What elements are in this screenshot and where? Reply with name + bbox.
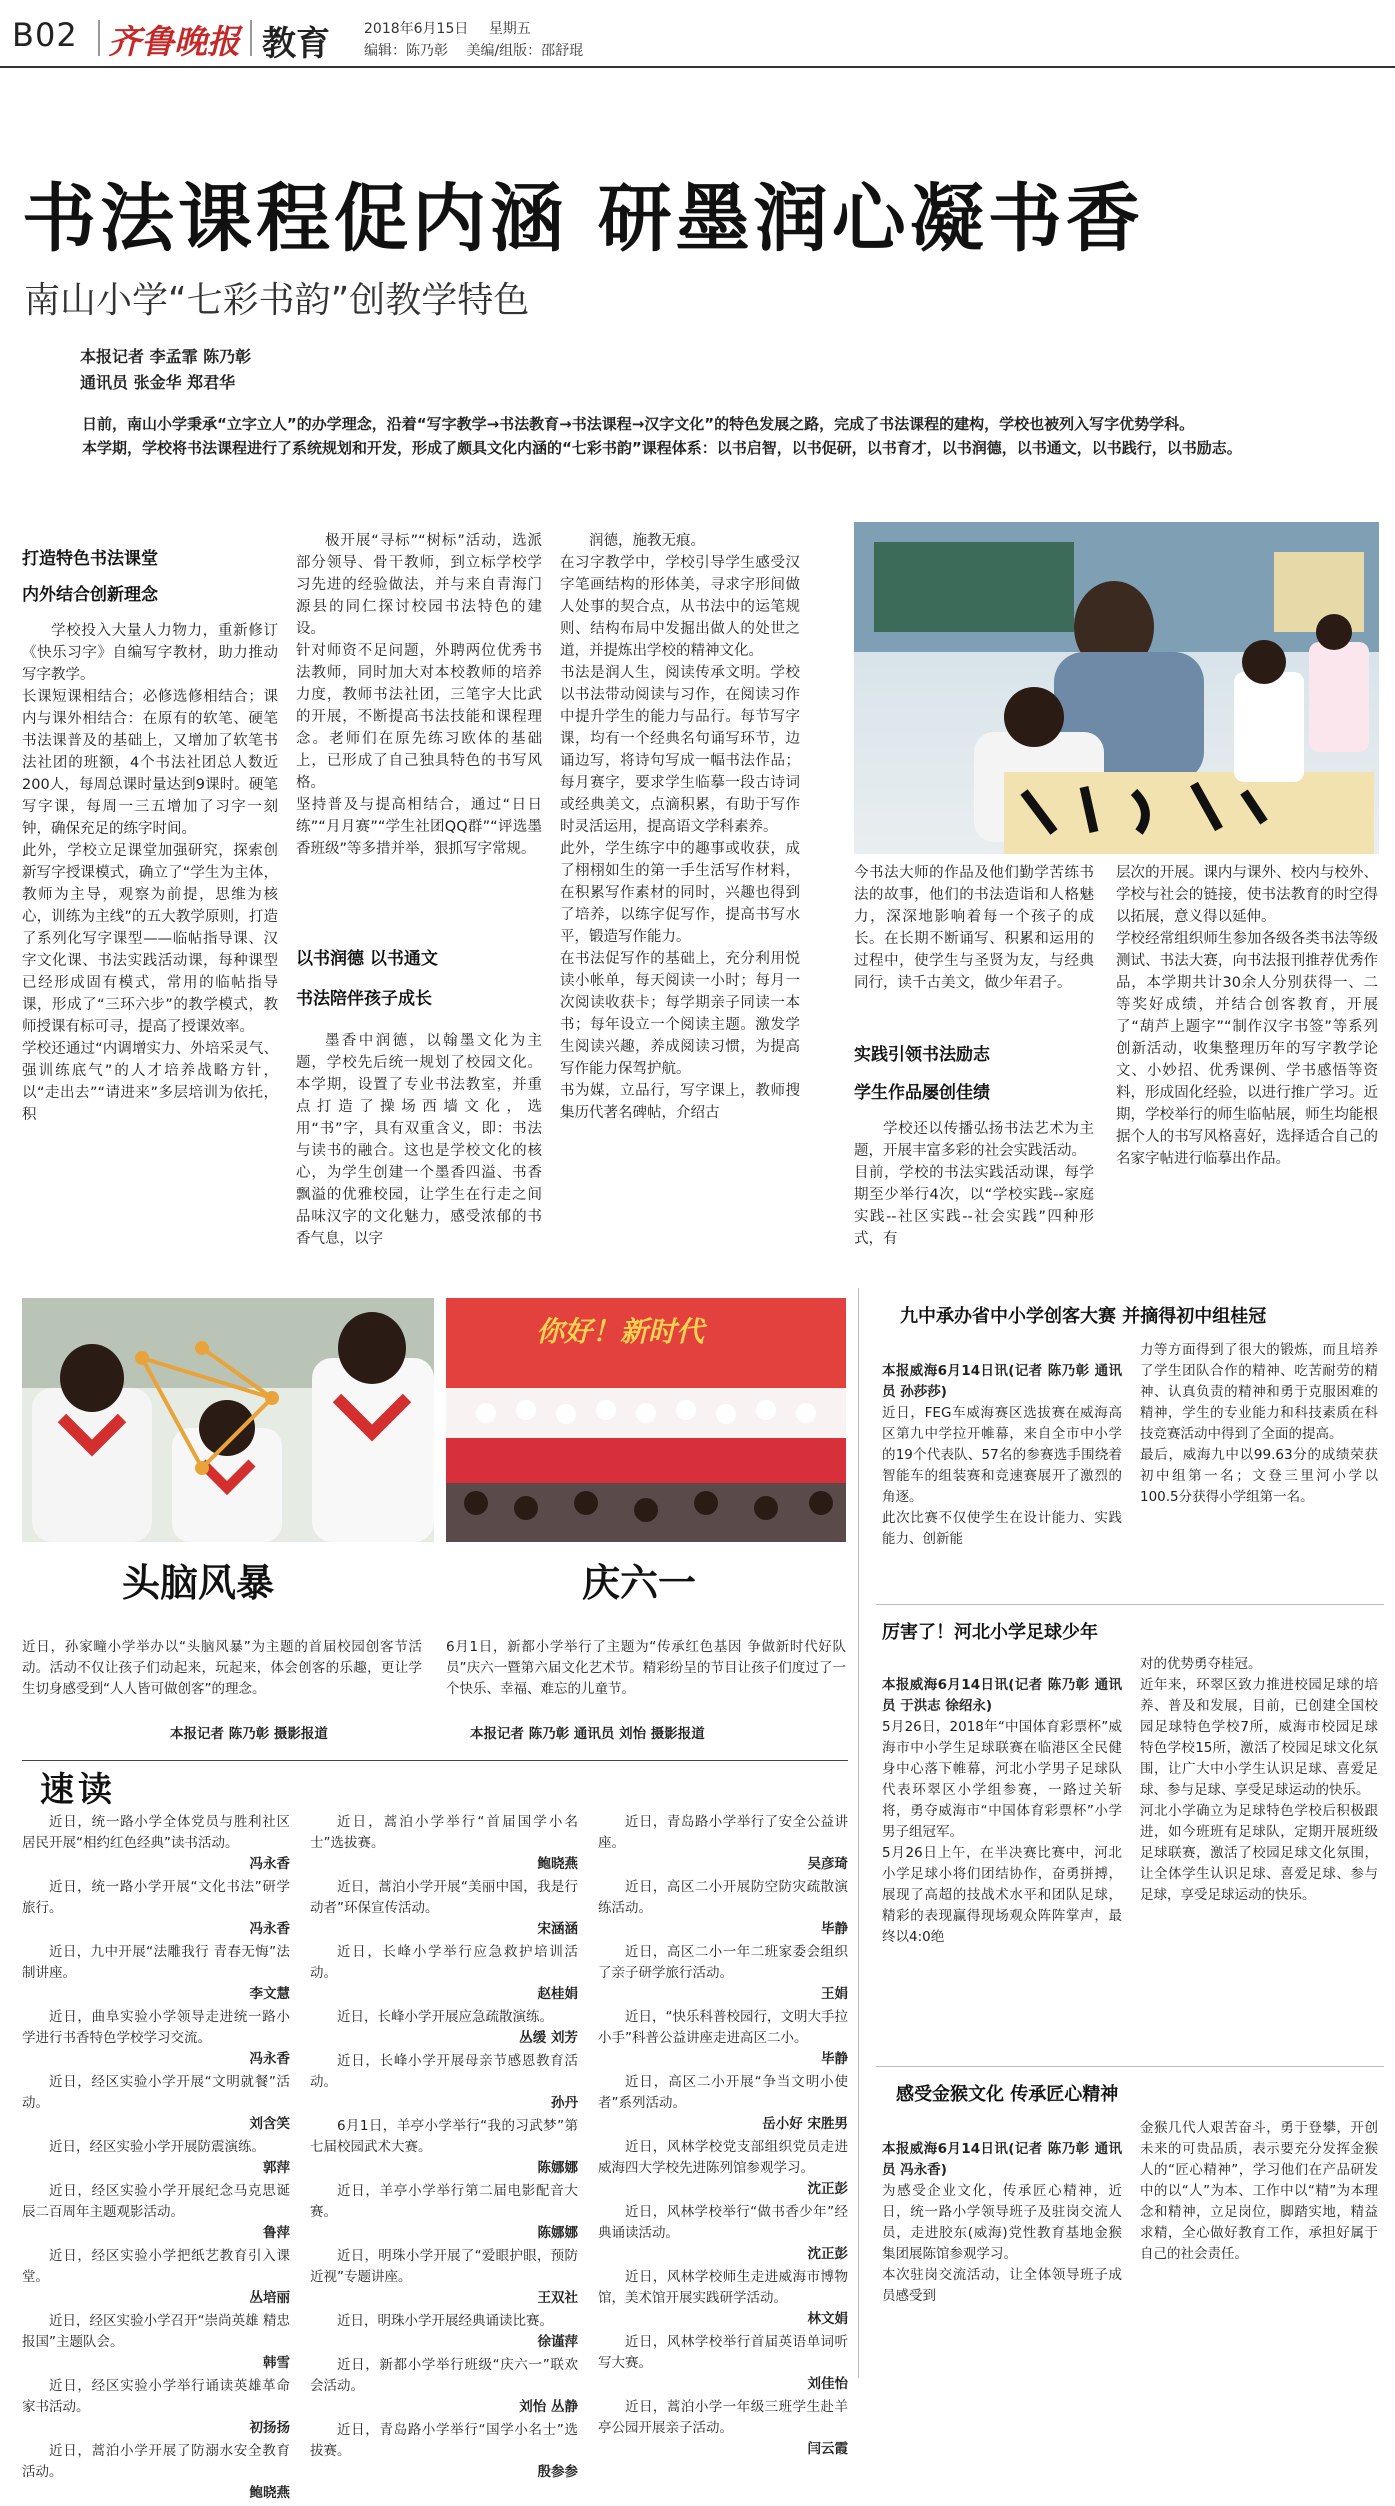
quick-read-item xyxy=(22,2181,290,2244)
children-day-body: 6月1日，新都小学举行了主题为“传承红色基因 争做新时代好队员”庆六一暨第六届文化艺术节。精彩纷呈的节目让孩子们度过了一个快乐、幸福、难忘的儿童节。 xyxy=(446,1639,846,1697)
quick-read-item-text: 近日，风林学校举行“做书香少年”经典诵读活动。 xyxy=(598,2204,848,2241)
designer-text: 美编/组版：邵舒琨 xyxy=(466,43,584,59)
quick-read-item-text: 近日，蒿泊小学开展了防溺水安全教育活动。 xyxy=(22,2443,290,2480)
quick-read-item xyxy=(598,2397,848,2460)
quick-read-item-text: 近日，蒿泊小学开展“美丽中国，我是行动者”环保宣传活动。 xyxy=(310,1879,578,1916)
article-column-3: 润德，施教无痕。 在习字教学中，学校引导学生感受汉字笔画结构的形体美，寻求字形间做人处事的契合点，从书法中的运笔规则、结构布局中发掘出做人的处世之道，并提炼出学校的精神文化。 书法是润人生，阅读传承文明。学校以书法带动阅读与习作，在阅读习作中提升学生的能力与品行。每节写字课，均有一个经典名句诵写环节，边诵边写，将诗句写成一幅书法作品；每月赛字，要求学生临摹一段古诗词或经典美文，点滴积累，有助于写作时灵活运用，提高语文学科素养。 此外，学生练字中的趣事或收获，成了栩栩如生的第一手生活写作材料，在积累写作素材的同时，兴趣也得到了培养，以练字促写作，提高书写水平，锻造写作能力。 在书法促写作的基础上，充分利用悦读小帐单，每天阅读一小时；每月一次阅读收获卡；每学期亲子同读一本书；每年设立一个阅读主题。激发学生阅读兴趣，养成阅读习惯，为提高写作能力保驾护航。 书为媒，立品行，写字课上，教师搜集历代著名碑帖，介绍古 xyxy=(560,533,800,1121)
quick-read-item xyxy=(598,2007,848,2070)
quick-read-item-author: 鲁萍 xyxy=(263,2225,290,2241)
quick-read-item-text: 近日，羊亭小学举行第二届电影配音大赛。 xyxy=(310,2183,578,2220)
article-column-2: 极开展“寻标”“树标”活动，选派部分领导、骨干教师，到立标学校学习先进的经验做法，并与来自青海门源县的同仁探讨校园书法特色的建设。 针对师资不足问题，外聘两位优秀书法教师，同时加大对本校教师的培养力度，教师书法社团，三笔字大比武的开展，不断提高书法技能和课程理念。老师们在原先练习欧体的基础上，已形成了自己独具特色的书写风格。 坚持普及与提高相结合，通过“日日练”“月月赛”“学生社团QQ群”“评选墨香班级”等多措并举，狠抓写字常规。 xyxy=(296,533,542,857)
headline: 书法课程促内涵 研墨润心凝书香 xyxy=(22,176,1144,262)
byline-correspondents: 通讯员 张金华 郑君华 xyxy=(80,373,236,392)
quick-read-item-text: 近日，长峰小学开展母亲节感恩教育活动。 xyxy=(310,2053,578,2090)
craft-column-2: 金猴几代人艰苦奋斗，勇于登攀，开创未来的可贵品质，表示要充分发挥金猴人的“匠心精神”，学习他们在产品研发中的以“人”为本、工作中以“精”为本理念和精神，立足岗位，脚踏实地，精益求精，全心做好教育工作，承担好属于自己的社会责任。 xyxy=(1140,2120,1378,2262)
quick-read-item-text: 近日，蒿泊小学举行“首届国学小名士”选拔赛。 xyxy=(310,1814,578,1851)
quick-read-item xyxy=(310,1877,578,1940)
quick-read-item xyxy=(310,1812,578,1875)
quick-read-item-author: 吴彦琦 xyxy=(807,1856,848,1872)
brainstorm-body: 近日，孙家疃小学举办以“头脑风暴”为主题的首届校园创客节活动。活动不仅让孩子们动起来，玩起来，体会创客的乐趣，更让学生切身感受到“人人皆可做创客”的理念。 xyxy=(22,1639,422,1697)
date-text: 2018年6月15日 xyxy=(364,21,469,37)
quick-read-item xyxy=(310,2051,578,2114)
makers-dateline: 本报威海6月14日讯(记者 陈乃彰 通讯员 孙莎莎) xyxy=(882,1363,1122,1400)
children-day-photo xyxy=(446,1298,846,1542)
quick-read-item-author: 鲍晓燕 xyxy=(249,2485,290,2501)
calligraphy-class-photo xyxy=(854,522,1379,854)
craft-body-1: 为感受企业文化，传承匠心精神，近日，统一路小学领导班子及驻岗交流人员，走进胶东(威海)党性教育基地金猴集团展陈馆参观学习。 本次驻岗交流活动，让全体领导班子成员感受到 xyxy=(882,2183,1122,2304)
subheadline: 南山小学“七彩书韵”创教学特色 xyxy=(24,280,530,321)
quick-read-item xyxy=(310,2007,578,2049)
quick-read-item-text: 近日，统一路小学全体党员与胜利社区居民开展“相约红色经典”读书活动。 xyxy=(22,1814,290,1851)
football-dateline: 本报威海6月14日讯(记者 陈乃彰 通讯员 于洪志 徐绍永) xyxy=(882,1677,1122,1714)
children-day-caption: 庆六一 xyxy=(582,1561,697,1605)
subhead-3-line1: 实践引领书法励志 xyxy=(854,1045,990,1065)
quick-read-item-text: 近日，青岛路小学举行“国学小名士”选拔赛。 xyxy=(310,2422,578,2459)
brainstorm-text xyxy=(22,1616,422,1700)
byline-reporters: 本报记者 李孟霏 陈乃彰 xyxy=(80,347,252,366)
quick-read-item-author: 刘怡 丛静 xyxy=(519,2399,578,2415)
quick-read-item xyxy=(310,2311,578,2353)
quick-read-item xyxy=(598,2332,848,2395)
children-day-byline: 本报记者 陈乃彰 通讯员 刘怡 摄影报道 xyxy=(470,1726,705,1742)
quick-read-item-author: 毕静 xyxy=(821,1921,848,1937)
quick-read-item-author: 鲍晓燕 xyxy=(537,1856,578,1872)
quick-read-item-text: 近日，经区实验小学把纸艺教育引入课堂。 xyxy=(22,2248,290,2285)
quick-read-item xyxy=(598,1812,848,1875)
lead-intro xyxy=(52,412,1334,460)
subhead-1 xyxy=(22,546,278,608)
quick-read-item xyxy=(22,2376,290,2439)
quick-read-item-text: 近日，经区实验小学召开“崇尚英雄 精忠报国”主题队会。 xyxy=(22,2313,290,2350)
quick-read-item-text: 近日，蒿泊小学一年级三班学生赴羊亭公园开展亲子活动。 xyxy=(598,2399,848,2436)
quick-read-item xyxy=(22,2246,290,2309)
subhead-1-line2: 内外结合创新理念 xyxy=(22,585,158,605)
quick-read-item xyxy=(22,1942,290,2005)
quick-read-item-author: 殷参参 xyxy=(537,2464,578,2480)
quick-read-item-text: 近日，经区实验小学开展防震演练。 xyxy=(49,2139,265,2155)
quick-read-item-text: 近日，长峰小学开展应急疏散演练。 xyxy=(337,2009,553,2025)
football-column-2: 对的优势勇夺桂冠。 近年来，环翠区致力推进校园足球的培养、普及和发展，目前，已创建全国校园足球特色学校7所，威海市校园足球特色学校15所，激活了校园足球文化氛围，让广大中小学生认识足球、喜爱足球、参与足球、享受足球运动的快乐。 河北小学确立为足球特色学校后积极跟进，如今班班有足球队，定期开展班级足球联赛，激活了校园足球文化氛围，让全体学生认识足球、喜爱足球、参与足球，享受足球运动的快乐。 xyxy=(1140,1656,1378,1903)
divider xyxy=(250,20,252,56)
quick-read-item-text: 近日，青岛路小学举行了安全公益讲座。 xyxy=(598,1814,848,1851)
quick-read-item-text: 近日，经区实验小学开展纪念马克思诞辰二百周年主题观影活动。 xyxy=(22,2183,290,2220)
quick-read-item xyxy=(22,1812,290,1875)
subhead-2-line1: 以书润德 以书通文 xyxy=(296,949,438,969)
quick-read-item-text: 近日，明珠小学开展经典诵读比赛。 xyxy=(337,2313,553,2329)
craft-column-1 xyxy=(882,2118,1122,2307)
quick-read-item-author: 刘含笑 xyxy=(249,2116,290,2132)
article-column-4b: 学校还以传播弘扬书法艺术为主题，开展丰富多彩的社会实践活动。 目前，学校的书法实践活动课，每学期至少举行4次，以“学校实践--家庭实践--社区实践--社会实践”四种形式，有 xyxy=(854,1121,1094,1247)
calligraphy-photo-art xyxy=(854,522,1379,854)
brainstorm-caption: 头脑风暴 xyxy=(122,1561,275,1605)
subhead-3 xyxy=(854,1042,1094,1106)
article-column-1: 学校投入大量人力物力，重新修订《快乐习字》自编写字教材，助力推动写字教学。 长课短课相结合；必修选修相结合；课内与课外相结合：在原有的软笔、硬笔书法课普及的基础上，又增加了软笔书法社团的班额，4个书法社团总人数近200人，每周总课时量达到9课时。硬笔写字课，每周一三五增加了习字一刻钟，确保充足的练字时间。 此外，学校立足课堂加强研究，探索创新写字授课模式，确立了“学生为主体，教师为主导，观察为前提，思维为核心，训练为主线”的五大教学原则，打造了系列化写字课型——临帖指导课、汉字文化课、书法实践活动课，每种课型已经形成固有模式，常用的临帖指导课，形成了“三环六步”的教学模式，教师授课有标可寻，提高了授课效率。 学校还通过“内调增实力、外培采灵气、强训练底气”的人才培养战略方针，以“走出去”“请进来”多层培训为依托，积 xyxy=(22,623,278,1123)
children-day-banner: 你好！新时代 xyxy=(536,1315,705,1348)
quick-read-column-3 xyxy=(598,1812,848,2462)
quick-read-item xyxy=(598,2137,848,2200)
quick-read-item-author: 冯永香 xyxy=(249,2051,290,2067)
quick-read-item-text: 近日，高区二小一年二班家委会组织了亲子研学旅行活动。 xyxy=(598,1944,848,1981)
quick-read-title-bar xyxy=(22,1760,848,1761)
quick-read-item-text: 近日，新都小学举行班级“庆六一”联欢会活动。 xyxy=(310,2357,578,2394)
quick-read-item-text: 近日，统一路小学开展“文化书法”研学旅行。 xyxy=(22,1879,290,1916)
quick-read-item xyxy=(310,2181,578,2244)
quick-read-item-author: 初扬扬 xyxy=(249,2420,290,2436)
quick-read-item xyxy=(310,2246,578,2309)
quick-read-item-text: 近日，明珠小学开展了“爱眼护眼，预防近视”专题讲座。 xyxy=(310,2248,578,2285)
subhead-2 xyxy=(296,946,542,1012)
quick-read-item-author: 郭萍 xyxy=(263,2160,290,2176)
quick-read-item-author: 沈正彭 xyxy=(807,2246,848,2262)
quick-read-item-author: 林文娟 xyxy=(807,2311,848,2327)
quick-read-column-2 xyxy=(310,1812,578,2485)
article-column-5: 层次的开展。课内与课外、校内与校外、学校与社会的链接，使书法教育的时空得以拓展，意义得以延伸。 学校经常组织师生参加各级各类书法等级测试、书法大赛，向书法报刊推荐优秀作品，本学期共计30余人分别获得一、二等奖好成绩，并结合创客教育，开展了“葫芦上题字”“制作汉字书签”等系列创新活动，收集整理历年的写字教学论文、小妙招、优秀课例、学书感悟等资料，形成固化经验，以进行推广学习。近期，学校举行的师生临帖展，师生均能根据个人的书写风格喜好，选择适合自己的名家字帖进行临摹出作品。 xyxy=(1116,865,1378,1167)
rule xyxy=(876,1604,1384,1605)
quick-read-column-1 xyxy=(22,1812,290,2506)
quick-read-item xyxy=(598,2267,848,2330)
quick-read-item-text: 近日，经区实验小学开展“文明就餐”活动。 xyxy=(22,2074,290,2111)
quick-read-item-author: 岳小好 宋胜男 xyxy=(762,2116,848,2132)
quick-read-item-author: 陈娜娜 xyxy=(537,2160,578,2176)
rule xyxy=(876,2066,1384,2067)
makers-body-1: 近日，FEG车威海赛区选拔赛在威海高区第九中学拉开帷幕，来自全市中小学的19个代表队、57名的参赛选手围绕着智能车的组装赛和竞速赛展开了激烈的角逐。 此次比赛不仅使学生在设计能力、实践能力、创新能 xyxy=(882,1405,1122,1547)
quick-read-item-author: 赵桂娟 xyxy=(537,1986,578,2002)
subhead-1-line1: 打造特色书法课堂 xyxy=(22,549,158,569)
byline xyxy=(80,344,251,396)
quick-read-item xyxy=(22,2072,290,2135)
section-label: 教育 xyxy=(262,24,330,64)
quick-read-section xyxy=(22,1812,848,2501)
quick-read-item xyxy=(598,1942,848,2005)
quick-read-item-text: 近日，九中开展“法雕我行 青春无悔”法制讲座。 xyxy=(22,1944,290,1981)
quick-read-item-author: 李文慧 xyxy=(249,1986,290,2002)
quick-read-item-text: 近日，曲阜实验小学领导走进统一路小学进行书香特色学校学习交流。 xyxy=(22,2009,290,2046)
quick-read-item-author: 毕静 xyxy=(821,2051,848,2067)
quick-read-item xyxy=(598,2202,848,2265)
intro-paragraph-2: 本学期，学校将书法课程进行了系统规划和开发，形成了颇具文化内涵的“七彩书韵”课程体系：以书启智，以书促研，以书育才，以书润德，以书通文，以书践行，以书励志。 xyxy=(82,439,1242,457)
quick-read-item-text: 近日，经区实验小学举行诵读英雄革命家书活动。 xyxy=(22,2378,290,2415)
quick-read-item-author: 韩雪 xyxy=(263,2355,290,2371)
quick-read-item-text: 近日，“快乐科普校园行，文明大手拉小手”科普公益讲座走进高区二小。 xyxy=(598,2009,848,2046)
quick-read-item-author: 闫云霞 xyxy=(807,2441,848,2457)
brainstorm-photo-art xyxy=(22,1298,434,1542)
craft-title: 感受金猴文化 传承匠心精神 xyxy=(896,2084,1119,2105)
quick-read-item-author: 刘佳怡 xyxy=(807,2376,848,2392)
quick-read-item-text: 近日，高区二小开展“争当文明小使者”系列活动。 xyxy=(598,2074,848,2111)
quick-read-item-author: 孙丹 xyxy=(551,2095,578,2111)
football-title: 厉害了！河北小学足球少年 xyxy=(882,1622,1098,1643)
children-day-text xyxy=(446,1616,846,1700)
intro-paragraph-1: 日前，南山小学秉承“立字立人”的办学理念，沿着“写字教学→书法教育→书法课程→汉字文化”的特色发展之路，完成了书法课程的建构，学校也被列入写字优势学科。 xyxy=(82,415,1195,433)
editor-text: 编辑：陈乃彰 xyxy=(364,43,448,59)
quick-read-item-author: 王娟 xyxy=(821,1986,848,2002)
makers-title: 九中承办省中小学创客大赛 并摘得初中组桂冠 xyxy=(900,1306,1267,1327)
quick-read-item-text: 近日，风林学校举行首届英语单词听写大赛。 xyxy=(598,2334,848,2371)
paper-logo: 齐鲁晚报 xyxy=(108,22,240,61)
masthead-rule xyxy=(0,66,1395,68)
quick-read-item-text: 近日，高区二小开展防空防灾疏散演练活动。 xyxy=(598,1879,848,1916)
quick-read-item-author: 丛缓 刘芳 xyxy=(519,2030,578,2046)
quick-read-item-text: 近日，长峰小学举行应急救护培训活动。 xyxy=(310,1944,578,1981)
craft-dateline: 本报威海6月14日讯(记者 陈乃彰 通讯员 冯永香) xyxy=(882,2141,1122,2178)
quick-read-item-text: 近日，风林学校党支部组织党员走进威海四大学校先进陈列馆参观学习。 xyxy=(598,2139,848,2176)
issue-date xyxy=(364,18,531,38)
editor-info xyxy=(364,40,583,60)
subhead-3-line2: 学生作品屡创佳绩 xyxy=(854,1083,990,1103)
brainstorm-photo xyxy=(22,1298,434,1542)
divider xyxy=(98,20,100,56)
quick-read-item-author: 丛培丽 xyxy=(249,2290,290,2306)
quick-read-item-author: 徐谨萍 xyxy=(537,2334,578,2350)
makers-column-2: 力等方面得到了很大的锻炼，而且培养了学生团队合作的精神、吃苦耐劳的精神、认真负责的精神和勇于克服困难的精神，学生的专业能力和科技素质在科技竞赛活动中得到了全面的提高。 最后，威海九中以99.63分的成绩荣获初中组第一名；文登三里河小学以100.5分获得小学组第一名。 xyxy=(1140,1342,1378,1505)
football-column-1 xyxy=(882,1654,1122,1948)
subhead-2-line2: 书法陪伴孩子成长 xyxy=(296,989,432,1009)
article-column-4: 今书法大师的作品及他们勤学苦练书法的故事，他们的书法造诣和人格魅力，深深地影响着每一个孩子的成长。在长期不断诵写、积累和运用的过程中，使学生与圣贤为友，与经典同行，读千古美文，做少年君子。 xyxy=(854,865,1094,991)
makers-column-1 xyxy=(882,1340,1122,1550)
quick-read-item-author: 冯永香 xyxy=(249,1921,290,1937)
quick-read-item xyxy=(22,2311,290,2374)
quick-read-item xyxy=(22,2137,290,2179)
quick-read-title: 速读 xyxy=(40,1770,116,1810)
quick-read-item xyxy=(310,2420,578,2483)
weekday-text: 星期五 xyxy=(488,21,531,37)
quick-read-item-author: 陈娜娜 xyxy=(537,2225,578,2241)
quick-read-item-text: 近日，风林学校师生走进威海市博物馆，美术馆开展实践研学活动。 xyxy=(598,2269,848,2306)
quick-read-item xyxy=(22,2007,290,2070)
quick-read-item xyxy=(310,1942,578,2005)
quick-read-item-author: 宋涵涵 xyxy=(537,1921,578,1937)
quick-read-item xyxy=(310,2355,578,2418)
right-column-rule xyxy=(858,1288,859,2378)
article-column-2b: 墨香中润德，以翰墨文化为主题，学校先后统一规划了校园文化。本学期，设置了专业书法教室，并重点打造了操场西墙文化，选用“书”字，具有双重含义，即：书法与读书的融合。这也是学校文化的核心，为学生创建一个墨香四溢、书香飘溢的优雅校园，让学生在行走之间品味汉字的文化魅力，感受浓郁的书香气息，以字 xyxy=(296,1033,542,1247)
quick-read-item-author: 沈正彭 xyxy=(807,2181,848,2197)
quick-read-item-text: 6月1日，羊亭小学举行“我的习武梦”第七届校园武术大赛。 xyxy=(310,2118,578,2155)
brainstorm-byline: 本报记者 陈乃彰 摄影报道 xyxy=(170,1726,328,1742)
page-number: B02 xyxy=(12,16,78,54)
quick-read-item xyxy=(598,2072,848,2135)
quick-read-item xyxy=(598,1877,848,1940)
quick-read-item xyxy=(22,1877,290,1940)
quick-read-item xyxy=(310,2116,578,2179)
football-body-1: 5月26日，2018年“中国体育彩票杯”威海市中小学生足球联赛在临港区全民健身中心落下帷幕，河北小学男子足球队代表环翠区小学组参赛，一路过关斩将，勇夺威海市“中国体育彩票杯”小学男子组冠军。 5月26日上午，在半决赛比赛中，河北小学足球小将们团结协作，奋勇拼搏，展现了高超的技战术水平和团队足球，精彩的表现赢得现场观众阵阵掌声，最终以4:0绝 xyxy=(882,1719,1122,1945)
quick-read-item-author: 王双社 xyxy=(537,2290,578,2306)
quick-read-item-author: 冯永香 xyxy=(249,1856,290,1872)
quick-read-item xyxy=(22,2441,290,2504)
